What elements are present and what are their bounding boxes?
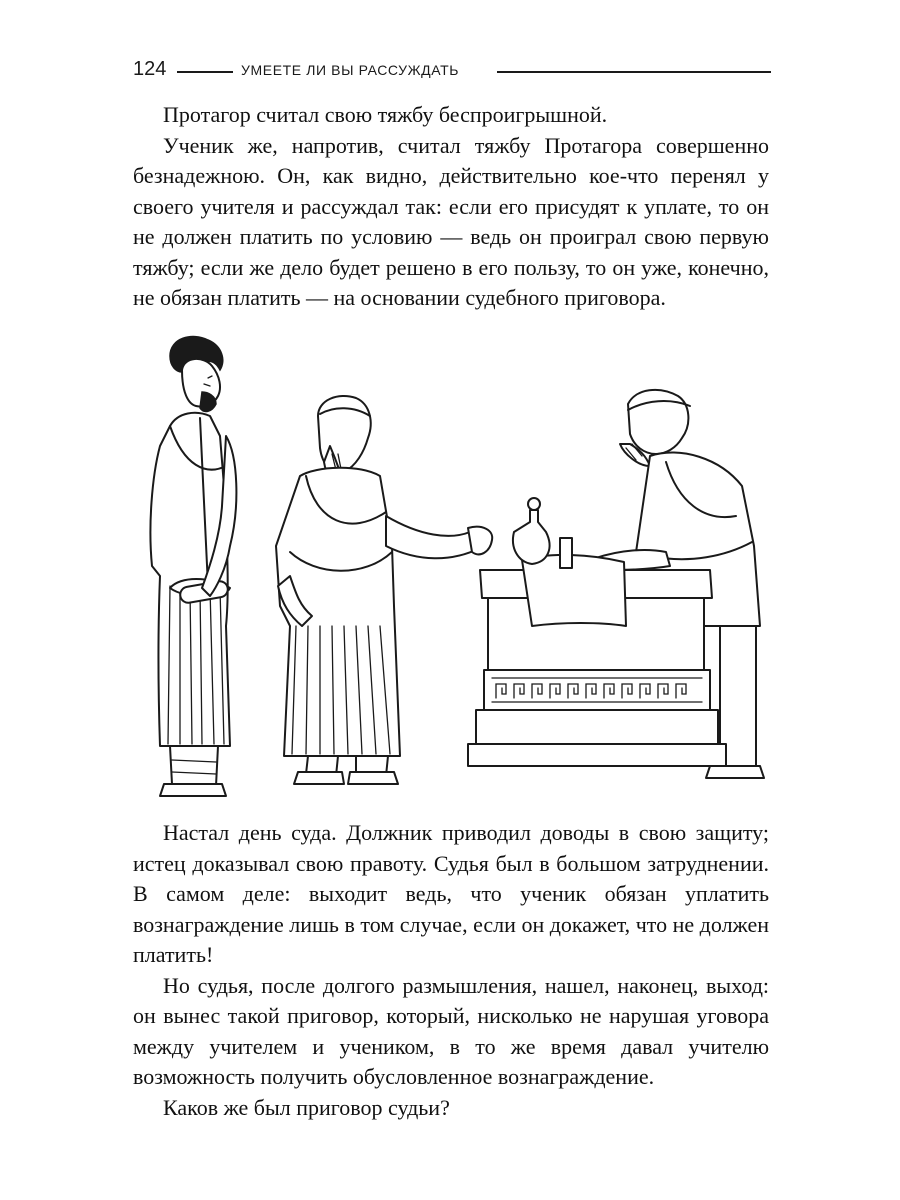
paragraph: Настал день суда. Должник приводил доводы в свою защиту; истец доказывал свою правоту. Судья был в большом затруднении. В самом деле: выходит ведь, что ученик обязан уплатить вознаграждение лишь в том случае, если он докажет, что не должен платить! (133, 820, 769, 967)
court-scene-illustration (130, 326, 770, 806)
paragraph: Ученик же, напротив, считал тяжбу Протагора совершенно безнадежною. Он, как видно, действительно кое-что перенял у своего учителя и рассуждал так: если его присудят к уплате, то он не должен платить по условию — ведь он проиграл свою первую тяжбу; если же дело будет решено в его пользу, то он уже, конечно, не обязан платить — на основании судебного приговора. (133, 132, 769, 310)
text-block-bottom (133, 818, 769, 1123)
paragraph: Но судья, после долгого размышления, нашел, наконец, выход: он вынес такой приговор, который, нисколько не нарушая уговора между учителем и учеником, в то же время давал учителю возможность получить обусловленное вознаграждение. (133, 972, 769, 1089)
paragraph: Каков же был приговор судьи? (163, 1094, 450, 1120)
header-rule-left (177, 71, 233, 73)
student-figure (150, 337, 236, 796)
running-header (133, 56, 773, 86)
chapter-title: УМЕЕТЕ ЛИ ВЫ РАССУЖДАТЬ (241, 62, 460, 78)
text-block-top (133, 100, 769, 314)
paragraph: Протагор считал свою тяжбу беспроигрышной. (163, 102, 608, 127)
header-rule-right (497, 71, 771, 73)
protagoras-figure (276, 396, 492, 784)
page-number: 124 (133, 58, 167, 80)
